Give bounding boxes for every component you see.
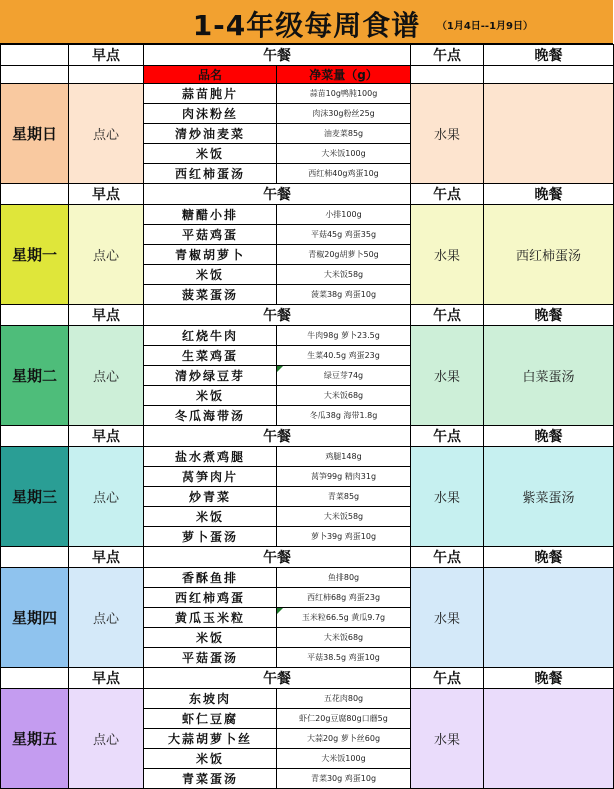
blank <box>1 66 69 84</box>
dish-row <box>1 568 614 588</box>
dish-quantity: 冬瓜38g 海带1.8g <box>277 406 411 426</box>
breakfast-cell: 点心 <box>69 326 144 426</box>
dish-name: 肉沫粉丝 <box>144 104 277 124</box>
header-snack: 午点 <box>411 184 484 205</box>
dish-quantity: 油麦菜85g <box>277 124 411 144</box>
breakfast-cell: 点心 <box>69 689 144 789</box>
breakfast-cell: 点心 <box>69 205 144 305</box>
blank <box>411 66 484 84</box>
dish-quantity: 萝卜39g 鸡蛋10g <box>277 527 411 547</box>
dinner-cell: 西红柿蛋汤 <box>484 205 614 305</box>
header-lunch: 午餐 <box>144 426 411 447</box>
meal-header-row <box>1 668 614 689</box>
header-breakfast: 早点 <box>69 547 144 568</box>
dish-quantity: 青椒20g胡萝卜50g <box>277 245 411 265</box>
dish-quantity: 鱼排80g <box>277 568 411 588</box>
dish-quantity: 小排100g <box>277 205 411 225</box>
dish-quantity: 青菜85g <box>277 487 411 507</box>
header-lunch: 午餐 <box>144 45 411 66</box>
day-label: 星期日 <box>1 84 69 184</box>
day-label: 星期四 <box>1 568 69 668</box>
breakfast-cell: 点心 <box>69 568 144 668</box>
dish-quantity: 大蒜20g 萝卜丝60g <box>277 729 411 749</box>
dish-name: 米饭 <box>144 628 277 648</box>
dish-row <box>1 326 614 346</box>
dish-name: 西红柿鸡蛋 <box>144 588 277 608</box>
breakfast-cell: 点心 <box>69 447 144 547</box>
dish-name: 青菜蛋汤 <box>144 769 277 789</box>
dish-quantity: 大米饭68g <box>277 628 411 648</box>
dish-name: 莴笋肉片 <box>144 467 277 487</box>
snack-cell: 水果 <box>411 568 484 668</box>
dish-name: 盐水煮鸡腿 <box>144 447 277 467</box>
snack-cell: 水果 <box>411 447 484 547</box>
dish-name: 清炒油麦菜 <box>144 124 277 144</box>
date-range: （1月4日--1月9日） <box>436 21 533 32</box>
dish-name: 萝卜蛋汤 <box>144 527 277 547</box>
dish-name: 米饭 <box>144 265 277 285</box>
dish-quantity: 虾仁20g豆腐80g口蘑5g <box>277 709 411 729</box>
dish-name: 米饭 <box>144 386 277 406</box>
dish-name: 大蒜胡萝卜丝 <box>144 729 277 749</box>
header-breakfast: 早点 <box>69 45 144 66</box>
dish-name: 虾仁豆腐 <box>144 709 277 729</box>
dish-name: 香酥鱼排 <box>144 568 277 588</box>
dish-row <box>1 689 614 709</box>
dinner-cell <box>484 689 614 789</box>
day-label: 星期二 <box>1 326 69 426</box>
dish-quantity: 大米饭100g <box>277 749 411 769</box>
dish-name: 青椒胡萝卜 <box>144 245 277 265</box>
header-lunch: 午餐 <box>144 305 411 326</box>
dish-quantity: 肉沫30g粉丝25g <box>277 104 411 124</box>
dish-quantity: 牛肉98g 萝卜23.5g <box>277 326 411 346</box>
snack-cell: 水果 <box>411 689 484 789</box>
dish-name: 西红柿蛋汤 <box>144 164 277 184</box>
snack-cell: 水果 <box>411 84 484 184</box>
breakfast-cell: 点心 <box>69 84 144 184</box>
header-dinner: 晚餐 <box>484 305 614 326</box>
day-label: 星期五 <box>1 689 69 789</box>
dish-name: 平菇蛋汤 <box>144 648 277 668</box>
dish-quantity: 生菜40.5g 鸡蛋23g <box>277 346 411 366</box>
dish-quantity: 青菜30g 鸡蛋10g <box>277 769 411 789</box>
dish-quantity: 蒜苗10g鸭肫100g <box>277 84 411 104</box>
blank <box>484 66 614 84</box>
header-blank <box>1 45 69 66</box>
meal-header-row <box>1 184 614 205</box>
dinner-cell: 紫菜蛋汤 <box>484 447 614 547</box>
dish-name: 生菜鸡蛋 <box>144 346 277 366</box>
menu-table <box>0 44 614 789</box>
page-title: 1-4年级每周食谱 <box>192 9 421 42</box>
header-snack: 午点 <box>411 547 484 568</box>
lunch-column-header-row <box>1 66 614 84</box>
dish-name: 黄瓜玉米粒 <box>144 608 277 628</box>
dish-name: 冬瓜海带汤 <box>144 406 277 426</box>
dish-row <box>1 84 614 104</box>
day-label: 星期一 <box>1 205 69 305</box>
header-blank <box>1 305 69 326</box>
title-bar <box>0 0 613 44</box>
header-breakfast: 早点 <box>69 668 144 689</box>
dish-name: 菠菜蛋汤 <box>144 285 277 305</box>
header-dinner: 晚餐 <box>484 547 614 568</box>
header-breakfast: 早点 <box>69 426 144 447</box>
header-dinner: 晚餐 <box>484 184 614 205</box>
header-breakfast: 早点 <box>69 184 144 205</box>
dish-name: 清炒绿豆芽 <box>144 366 277 386</box>
header-breakfast: 早点 <box>69 305 144 326</box>
meal-header-row <box>1 45 614 66</box>
header-blank <box>1 547 69 568</box>
lunch-name-header: 品名 <box>144 66 277 84</box>
dish-name: 炒青菜 <box>144 487 277 507</box>
header-snack: 午点 <box>411 668 484 689</box>
dish-name: 红烧牛肉 <box>144 326 277 346</box>
dish-row <box>1 447 614 467</box>
dish-name: 米饭 <box>144 507 277 527</box>
dish-quantity: 大米饭68g <box>277 386 411 406</box>
dish-quantity: 大米饭100g <box>277 144 411 164</box>
dinner-cell <box>484 568 614 668</box>
dish-quantity: 绿豆芽74g <box>277 366 411 386</box>
header-snack: 午点 <box>411 305 484 326</box>
dish-quantity: 大米饭58g <box>277 507 411 527</box>
dish-row <box>1 205 614 225</box>
blank <box>69 66 144 84</box>
day-label: 星期三 <box>1 447 69 547</box>
dish-quantity: 西红柿68g 鸡蛋23g <box>277 588 411 608</box>
dish-name: 米饭 <box>144 749 277 769</box>
dish-quantity: 平菇38.5g 鸡蛋10g <box>277 648 411 668</box>
header-lunch: 午餐 <box>144 668 411 689</box>
dinner-cell <box>484 84 614 184</box>
dish-quantity: 西红柿40g鸡蛋10g <box>277 164 411 184</box>
lunch-weight-header: 净菜量（g） <box>277 66 411 84</box>
header-snack: 午点 <box>411 45 484 66</box>
snack-cell: 水果 <box>411 205 484 305</box>
dish-quantity: 五花肉80g <box>277 689 411 709</box>
dish-quantity: 莴笋99g 精肉31g <box>277 467 411 487</box>
dish-quantity: 玉米粒66.5g 黄瓜9.7g <box>277 608 411 628</box>
header-blank <box>1 426 69 447</box>
dish-name: 蒜苗肫片 <box>144 84 277 104</box>
dish-name: 米饭 <box>144 144 277 164</box>
dish-name: 平菇鸡蛋 <box>144 225 277 245</box>
meal-header-row <box>1 426 614 447</box>
dish-quantity: 菠菜38g 鸡蛋10g <box>277 285 411 305</box>
header-blank <box>1 668 69 689</box>
dish-quantity: 平菇45g 鸡蛋35g <box>277 225 411 245</box>
dish-quantity: 大米饭58g <box>277 265 411 285</box>
header-dinner: 晚餐 <box>484 45 614 66</box>
header-dinner: 晚餐 <box>484 426 614 447</box>
dish-quantity: 鸡腿148g <box>277 447 411 467</box>
dish-name: 东坡肉 <box>144 689 277 709</box>
snack-cell: 水果 <box>411 326 484 426</box>
header-dinner: 晚餐 <box>484 668 614 689</box>
dinner-cell: 白菜蛋汤 <box>484 326 614 426</box>
meal-header-row <box>1 547 614 568</box>
dish-name: 糖醋小排 <box>144 205 277 225</box>
header-snack: 午点 <box>411 426 484 447</box>
header-blank <box>1 184 69 205</box>
header-lunch: 午餐 <box>144 547 411 568</box>
header-lunch: 午餐 <box>144 184 411 205</box>
meal-header-row <box>1 305 614 326</box>
